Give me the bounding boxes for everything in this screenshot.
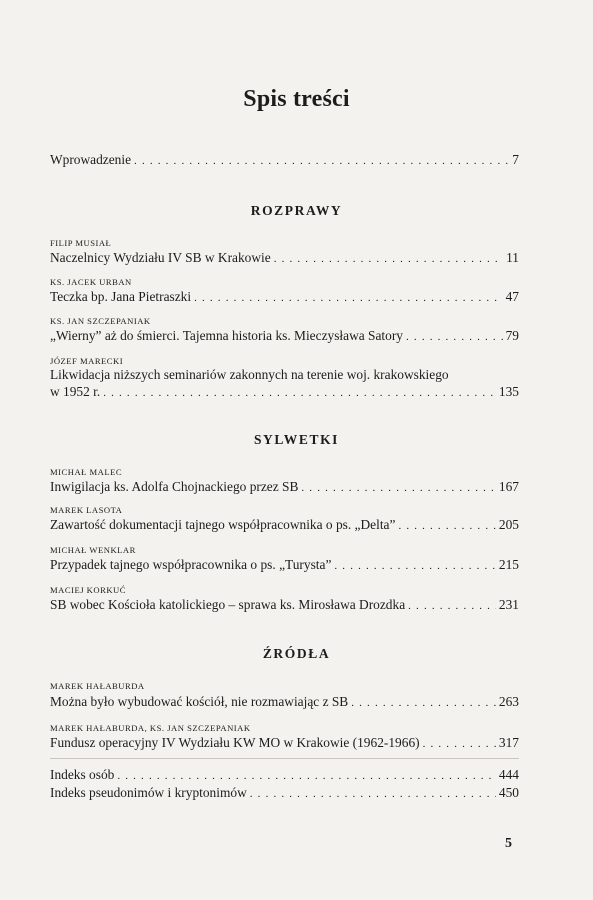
divider: [50, 758, 519, 759]
entry-page: 263: [498, 694, 519, 709]
entry-title: Indeks osób: [50, 767, 115, 782]
entry-author: MICHAŁ WENKLAR: [50, 545, 136, 555]
toc-entry[interactable]: [50, 249, 519, 267]
dot-leader: [408, 597, 496, 615]
section-heading-zrodla: ŹRÓDŁA: [262, 646, 331, 661]
entry-author: FILIP MUSIAŁ: [50, 238, 112, 248]
dot-leader: [117, 767, 496, 785]
entry-title: Fundusz operacyjny IV Wydziału KW MO w Krakowie (1962-1966): [50, 735, 420, 750]
toc-entry-intro[interactable]: [50, 151, 519, 169]
dot-leader: [334, 557, 496, 575]
section-heading-sylwetki: SYLWETKI: [253, 432, 340, 447]
page-title: Spis treści: [243, 86, 350, 112]
dot-leader: [103, 384, 496, 402]
entry-author: KS. JACEK URBAN: [50, 277, 132, 287]
dot-leader: [423, 735, 496, 753]
entry-page: 79: [505, 328, 519, 343]
entry-title: „Wierny” aż do śmierci. Tajemna historia ks. Mieczysława Satory: [50, 328, 404, 343]
entry-page: 167: [498, 479, 519, 494]
dot-leader: [250, 785, 496, 803]
entry-title: Wprowadzenie: [50, 152, 132, 167]
entry-title: Indeks pseudonimów i kryptonimów: [50, 785, 247, 800]
entry-author: MAREK HAŁABURDA, KS. JAN SZCZEPANIAK: [50, 723, 251, 733]
toc-entry-index[interactable]: [50, 784, 519, 802]
entry-page: 215: [498, 557, 519, 572]
entry-title: Teczka bp. Jana Pietraszki: [50, 289, 192, 304]
dot-leader: [406, 328, 503, 346]
entry-author: JÓZEF MARECKI: [50, 356, 124, 366]
toc-entry[interactable]: [50, 596, 519, 614]
entry-page: 450: [498, 785, 519, 800]
entry-title: Naczelnicy Wydziału IV SB w Krakowie: [50, 250, 271, 265]
entry-page: 444: [498, 767, 519, 782]
entry-title: Można było wybudować kościół, nie rozmawiając z SB: [50, 694, 349, 709]
toc-entry[interactable]: [50, 693, 519, 711]
toc-entry[interactable]: [50, 556, 519, 574]
toc-entry[interactable]: [50, 516, 519, 534]
entry-title-line1[interactable]: Likwidacja niższych seminariów zakonnych na terenie woj. krakowskiego: [50, 367, 449, 382]
entry-page: 317: [498, 735, 519, 750]
toc-entry[interactable]: [50, 734, 519, 752]
toc-entry[interactable]: [50, 478, 519, 496]
entry-page: 205: [498, 517, 519, 532]
toc-entry[interactable]: [50, 327, 519, 345]
toc-entry[interactable]: [50, 383, 519, 401]
entry-author: KS. JAN SZCZEPANIAK: [50, 316, 151, 326]
dot-leader: [301, 479, 496, 497]
entry-title: Zawartość dokumentacji tajnego współpracownika o ps. „Delta”: [50, 517, 396, 532]
dot-leader: [351, 694, 496, 712]
dot-leader: [194, 289, 503, 307]
entry-page: 231: [498, 597, 519, 612]
toc-entry[interactable]: [50, 288, 519, 306]
entry-title-line2: w 1952 r.: [50, 384, 101, 399]
entry-author: MACIEJ KORKUĆ: [50, 585, 126, 595]
entry-author: MAREK LASOTA: [50, 505, 123, 515]
dot-leader: [398, 517, 495, 535]
toc-entry-index[interactable]: [50, 766, 519, 784]
entry-title: SB wobec Kościoła katolickiego – sprawa ks. Mirosława Drozdka: [50, 597, 406, 612]
entry-page: 135: [498, 384, 519, 399]
entry-page: 7: [512, 152, 519, 167]
section-heading-rozprawy: ROZPRAWY: [250, 203, 343, 218]
entry-author: MAREK HAŁABURDA: [50, 681, 145, 691]
entry-page: 47: [505, 289, 519, 304]
dot-leader: [274, 250, 503, 268]
entry-title: Inwigilacja ks. Adolfa Chojnackiego przez SB: [50, 479, 299, 494]
entry-title: Przypadek tajnego współpracownika o ps. „Turysta”: [50, 557, 332, 572]
dot-leader: [134, 152, 509, 170]
entry-author: MICHAŁ MALEC: [50, 467, 123, 477]
page-number: 5: [505, 836, 512, 851]
entry-page: 11: [506, 250, 519, 265]
